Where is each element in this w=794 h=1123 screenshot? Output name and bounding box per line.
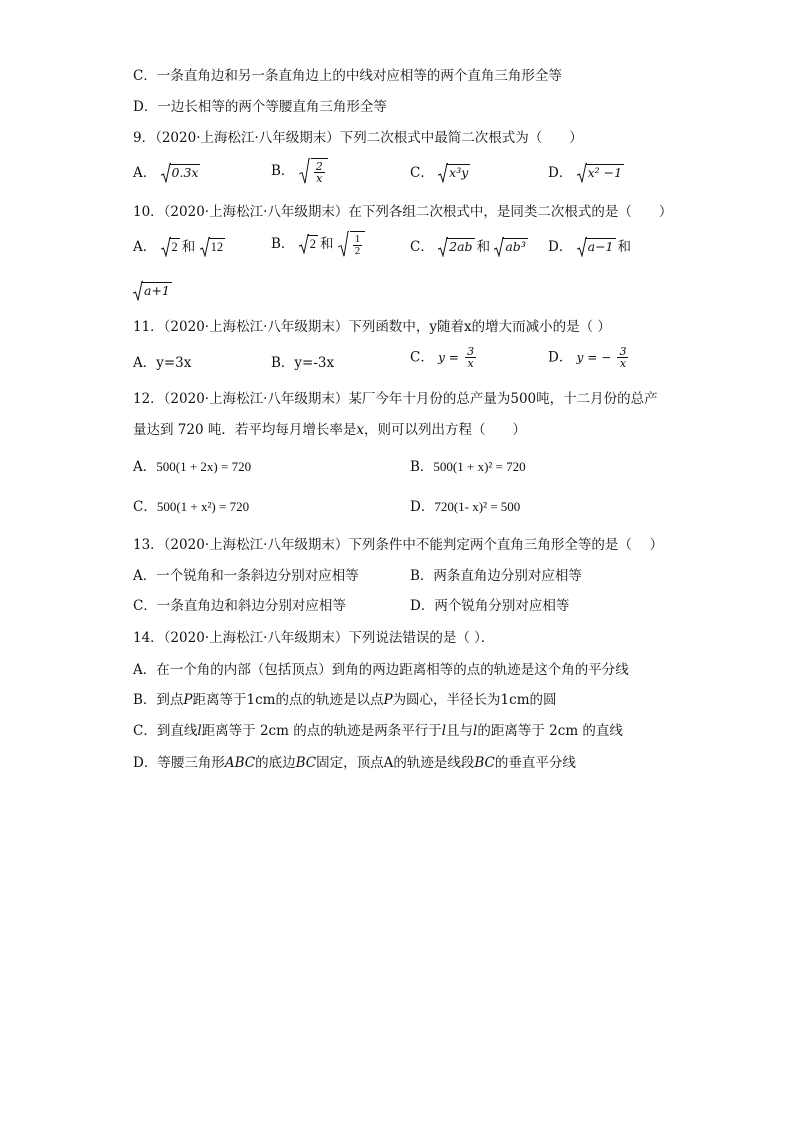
option-label: A． bbox=[133, 165, 157, 181]
option-label: B． bbox=[271, 236, 295, 252]
q13-option-a: A．一个锐角和一条斜边分别对应相等 bbox=[133, 568, 359, 584]
q13-option-d: D．两个锐角分别对应相等 bbox=[410, 598, 570, 614]
option-label: C． bbox=[410, 165, 434, 181]
q9-stem: 9．（2020·上海松江·八年级期末）下列二次根式中最简二次根式为（ ） bbox=[133, 130, 583, 146]
sqrt-expression: a+1 bbox=[133, 281, 172, 301]
sqrt-expression: 2ab bbox=[438, 237, 474, 257]
sqrt-expression: x² −1 bbox=[577, 163, 624, 183]
q9-option-a bbox=[133, 163, 202, 183]
q12-option-c: C．500(1 + x²) = 720 bbox=[133, 499, 250, 515]
sqrt-expression: 2 bbox=[161, 237, 180, 257]
q14-option-a: A．在一个角的内部（包括顶点）到角的两边距离相等的点的轨迹是这个角的平分线 bbox=[133, 662, 629, 678]
sqrt-expression: 2 bbox=[299, 234, 318, 254]
q13-option-b: B．两条直角边分别对应相等 bbox=[410, 568, 582, 584]
q13-stem: 13．（2020·上海松江·八年级期末）下列条件中不能判定两个直角三角形全等的是（ ） bbox=[133, 537, 664, 553]
q14-option-c: C．到直线l距离等于 2cm 的点的轨迹是两条平行于l且与l的距离等于 2cm 的直线 bbox=[133, 723, 623, 739]
option-label: C． bbox=[410, 239, 434, 255]
q11-stem: 11．（2020·上海松江·八年级期末）下列函数中，y随着x的增大而减小的是（ ） bbox=[133, 319, 611, 335]
q14-stem: 14．（2020·上海松江·八年级期末）下列说法错误的是（ ）． bbox=[133, 630, 495, 646]
option-label: C． bbox=[410, 349, 434, 366]
option-label: D． bbox=[548, 165, 573, 181]
q11-option-b: B．y=-3x bbox=[271, 355, 335, 371]
q14-option-b: B．到点P距离等于1cm的点的轨迹是以点P为圆心，半径长为1cm的圆 bbox=[133, 692, 557, 708]
q9-option-b bbox=[271, 158, 330, 184]
q9-option-c bbox=[410, 163, 472, 183]
q8-option-c: C．一条直角边和另一条直角边上的中线对应相等的两个直角三角形全等 bbox=[133, 68, 562, 84]
q12-option-d: D．720(1- x)² = 500 bbox=[410, 499, 521, 515]
q10-stem: 10．（2020·上海松江·八年级期末）在下列各组二次根式中，是同类二次根式的是（ ） bbox=[133, 204, 673, 220]
q11-option-c: C． y = $\frac{3}{x}$ bbox=[410, 345, 475, 370]
q11-option-a: A．y=3x bbox=[133, 355, 192, 371]
q11-option-d: D． y = − $\frac{3}{x}$ bbox=[548, 345, 627, 370]
option-label: A． bbox=[133, 239, 157, 255]
q12-stem-line2: 量达到 720 吨．若平均每月增长率是x，则可以列出方程（ ） bbox=[133, 422, 526, 438]
sqrt-expression: 0.3x bbox=[161, 163, 201, 183]
q13-option-c: C．一条直角边和斜边分别对应相等 bbox=[133, 598, 346, 614]
sqrt-fraction: $\frac{2}{x}$ bbox=[299, 158, 330, 184]
q10-option-a: A． 2 和 12 bbox=[133, 239, 224, 255]
option-label: D． bbox=[548, 239, 573, 255]
q12-stem-line1: 12．（2020·上海松江·八年级期末）某厂今年十月份的总产量为500吨，十二月份的总产 bbox=[133, 391, 658, 407]
option-label: B． bbox=[271, 163, 295, 179]
sqrt-expression: 12 bbox=[200, 237, 226, 257]
sqrt-expression: a−1 bbox=[577, 237, 616, 257]
option-label: D． bbox=[548, 349, 573, 366]
q10-option-b: B． 2 和 $\frac{1}{2}$ bbox=[271, 231, 367, 257]
q9-option-d bbox=[548, 163, 626, 183]
sqrt-expression: x³y bbox=[438, 163, 470, 183]
sqrt-fraction: $\frac{1}{2}$ bbox=[338, 231, 368, 257]
q8-option-d: D．一边长相等的两个等腰直角三角形全等 bbox=[133, 99, 387, 115]
q10-option-c: C． 2ab 和 ab³ bbox=[410, 239, 526, 255]
q12-option-b: B．500(1 + x)² = 720 bbox=[410, 459, 526, 475]
q14-option-d: D．等腰三角形ABC的底边BC固定，顶点A的轨迹是线段BC的垂直平分线 bbox=[133, 755, 576, 771]
q12-option-a: A．500(1 + 2x) = 720 bbox=[133, 459, 252, 475]
q10-option-d-continued bbox=[133, 281, 174, 301]
sqrt-expression: ab³ bbox=[494, 237, 527, 257]
q10-option-d: D． a−1 和 bbox=[548, 239, 632, 255]
